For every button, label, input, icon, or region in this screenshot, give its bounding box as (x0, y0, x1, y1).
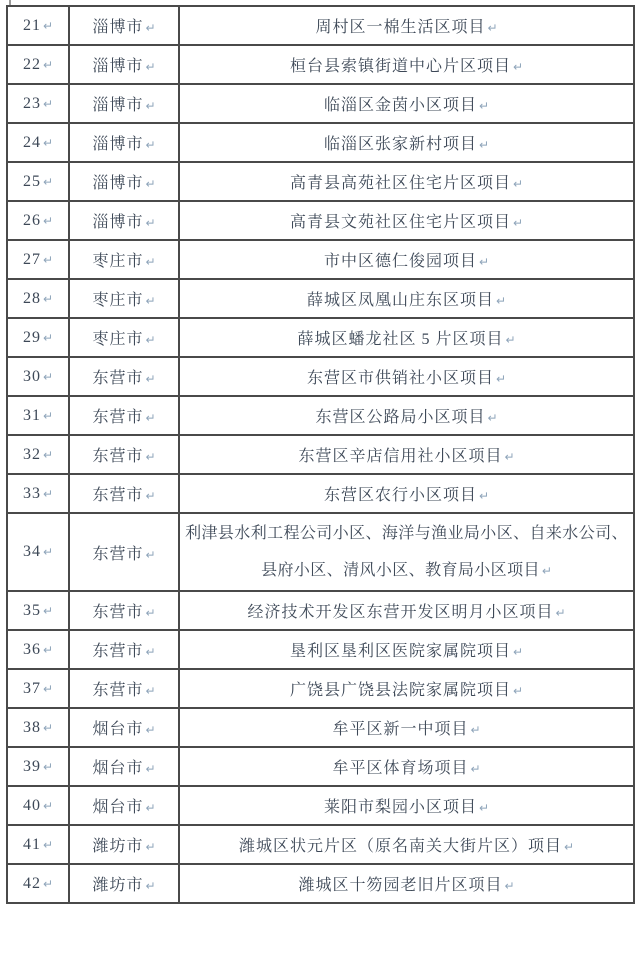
row-number: 23 (22, 94, 41, 112)
project-table (6, 5, 635, 904)
row-number-cell (7, 435, 69, 474)
return-mark-icon: ↵ (42, 96, 54, 111)
city-cell (69, 162, 179, 201)
row-number-cell (7, 669, 69, 708)
return-mark-icon: ↵ (145, 762, 156, 776)
return-mark-icon: ↵ (145, 294, 156, 308)
table-row (7, 123, 634, 162)
return-mark-icon: ↵ (145, 99, 156, 113)
project-cell (179, 201, 634, 240)
row-number-cell (7, 123, 69, 162)
city-name: 淄博市 (92, 136, 144, 153)
table-row (7, 669, 634, 708)
city-cell (69, 474, 179, 513)
return-mark-icon: ↵ (487, 21, 498, 35)
project-cell (179, 747, 634, 786)
project-cell (179, 708, 634, 747)
row-number: 39 (22, 757, 41, 775)
return-mark-icon: ↵ (145, 840, 156, 854)
row-number: 34 (22, 543, 41, 560)
city-name: 淄博市 (92, 19, 144, 36)
row-number: 40 (22, 796, 41, 814)
city-cell (69, 669, 179, 708)
row-number-cell (7, 591, 69, 630)
project-name: 薛城区凤凰山庄东区项目 (306, 292, 494, 309)
row-number: 35 (22, 601, 41, 619)
city-cell (69, 201, 179, 240)
city-name: 东营市 (92, 604, 144, 621)
row-number-cell (7, 45, 69, 84)
project-name: 潍城区状元片区（原名南关大街片区）项目 (238, 838, 562, 855)
row-number-cell (7, 513, 69, 591)
return-mark-icon: ↵ (505, 333, 516, 347)
table-row (7, 240, 634, 279)
return-mark-icon: ↵ (145, 606, 156, 620)
return-mark-icon: ↵ (563, 840, 575, 854)
return-mark-icon: ↵ (478, 99, 490, 113)
row-number: 30 (22, 367, 41, 385)
city-name: 烟台市 (92, 760, 144, 777)
return-mark-icon: ↵ (512, 684, 524, 698)
city-name: 潍坊市 (92, 838, 144, 855)
table-row (7, 162, 634, 201)
row-number: 37 (22, 679, 41, 697)
project-cell (179, 396, 634, 435)
row-number: 27 (22, 250, 41, 268)
table-row (7, 513, 634, 591)
row-number-cell (7, 474, 69, 513)
return-mark-icon: ↵ (487, 411, 498, 425)
city-cell (69, 864, 179, 903)
return-mark-icon: ↵ (42, 252, 54, 267)
return-mark-icon: ↵ (42, 18, 54, 33)
return-mark-icon: ↵ (42, 759, 54, 774)
return-mark-icon: ↵ (42, 330, 54, 345)
row-number-cell (7, 162, 69, 201)
table-row (7, 474, 634, 513)
table-row (7, 435, 634, 474)
row-number: 31 (22, 406, 41, 424)
city-name: 烟台市 (92, 721, 144, 738)
return-mark-icon: ↵ (512, 216, 524, 230)
return-mark-icon: ↵ (42, 798, 54, 813)
return-mark-icon: ↵ (42, 447, 54, 462)
return-mark-icon: ↵ (512, 645, 524, 659)
return-mark-icon: ↵ (470, 762, 481, 776)
city-name: 东营市 (92, 448, 144, 465)
row-number-cell (7, 279, 69, 318)
return-mark-icon: ↵ (42, 681, 54, 696)
row-number: 32 (22, 445, 41, 463)
row-number-cell (7, 630, 69, 669)
city-cell (69, 630, 179, 669)
return-mark-icon: ↵ (145, 723, 156, 737)
return-mark-icon: ↵ (495, 294, 507, 308)
project-cell (179, 474, 634, 513)
project-name: 临淄区张家新村项目 (323, 136, 477, 153)
row-number-cell (7, 201, 69, 240)
return-mark-icon: ↵ (478, 138, 490, 152)
city-name: 东营市 (92, 545, 144, 563)
row-number: 21 (22, 16, 41, 34)
project-cell (179, 318, 634, 357)
row-number-cell (7, 84, 69, 123)
city-cell (69, 123, 179, 162)
project-cell (179, 669, 634, 708)
project-cell (179, 45, 634, 84)
return-mark-icon: ↵ (42, 57, 54, 72)
return-mark-icon: ↵ (145, 801, 156, 815)
return-mark-icon: ↵ (478, 255, 490, 269)
return-mark-icon: ↵ (42, 213, 54, 228)
return-mark-icon: ↵ (504, 450, 515, 464)
project-name: 广饶县广饶县法院家属院项目 (289, 682, 511, 699)
city-cell (69, 240, 179, 279)
project-name: 经济技术开发区东营开发区明月小区项目 (247, 604, 554, 621)
table-row (7, 318, 634, 357)
return-mark-icon: ↵ (42, 369, 54, 384)
city-cell (69, 45, 179, 84)
row-number: 24 (22, 133, 41, 151)
row-number-cell (7, 708, 69, 747)
row-number: 25 (22, 172, 41, 190)
return-mark-icon: ↵ (478, 801, 490, 815)
city-name: 淄博市 (92, 175, 144, 192)
return-mark-icon: ↵ (504, 879, 515, 893)
return-mark-icon: ↵ (42, 291, 54, 306)
row-number: 42 (22, 874, 41, 892)
project-cell (179, 786, 634, 825)
return-mark-icon: ↵ (42, 174, 54, 189)
project-name: 牟平区体育场项目 (332, 760, 469, 777)
table-row (7, 630, 634, 669)
city-cell (69, 279, 179, 318)
project-name: 垦利区垦利区医院家属院项目 (289, 643, 511, 660)
project-name: 临淄区金茵小区项目 (323, 97, 477, 114)
return-mark-icon: ↵ (470, 723, 481, 737)
city-name: 淄博市 (92, 97, 144, 114)
project-name: 桓台县索镇街道中心片区项目 (289, 58, 511, 75)
table-row (7, 708, 634, 747)
project-name: 高青县高苑社区住宅片区项目 (289, 175, 511, 192)
row-number: 29 (22, 328, 41, 346)
return-mark-icon: ↵ (42, 642, 54, 657)
project-name: 东营区公路局小区项目 (315, 409, 486, 426)
project-cell (179, 123, 634, 162)
city-cell (69, 435, 179, 474)
project-cell (179, 6, 634, 45)
project-cell (179, 864, 634, 903)
return-mark-icon: ↵ (145, 21, 156, 35)
row-number: 26 (22, 211, 41, 229)
city-name: 枣庄市 (92, 331, 144, 348)
project-cell (179, 162, 634, 201)
city-cell (69, 396, 179, 435)
city-name: 东营市 (92, 487, 144, 504)
city-name: 东营市 (92, 682, 144, 699)
row-number-cell (7, 240, 69, 279)
return-mark-icon: ↵ (145, 216, 156, 230)
table-row (7, 357, 634, 396)
table-row (7, 864, 634, 903)
project-name: 牟平区新一中项目 (332, 721, 469, 738)
project-cell (179, 513, 634, 591)
row-number: 38 (22, 718, 41, 736)
table-row (7, 201, 634, 240)
project-cell (179, 357, 634, 396)
return-mark-icon: ↵ (42, 876, 54, 891)
project-name: 东营区农行小区项目 (323, 487, 477, 504)
return-mark-icon: ↵ (145, 60, 156, 74)
city-name: 潍坊市 (92, 877, 144, 894)
row-number-cell (7, 786, 69, 825)
city-name: 枣庄市 (92, 292, 144, 309)
table-row (7, 279, 634, 318)
return-mark-icon: ↵ (42, 408, 54, 423)
project-cell (179, 240, 634, 279)
project-cell (179, 630, 634, 669)
return-mark-icon: ↵ (145, 489, 156, 503)
table-row (7, 6, 634, 45)
row-number-cell (7, 357, 69, 396)
return-mark-icon: ↵ (42, 135, 54, 150)
table-row (7, 747, 634, 786)
city-name: 东营市 (92, 409, 144, 426)
table-row (7, 45, 634, 84)
row-number: 28 (22, 289, 41, 307)
return-mark-icon: ↵ (555, 606, 566, 620)
city-cell (69, 6, 179, 45)
return-mark-icon: ↵ (145, 411, 156, 425)
project-name: 莱阳市梨园小区项目 (323, 799, 477, 816)
row-number: 33 (22, 484, 41, 502)
return-mark-icon: ↵ (42, 837, 54, 852)
city-name: 淄博市 (92, 58, 144, 75)
city-cell (69, 84, 179, 123)
project-table-body (7, 6, 634, 903)
project-name: 东营区辛店信用社小区项目 (298, 448, 503, 465)
city-cell (69, 825, 179, 864)
row-number-cell (7, 396, 69, 435)
return-mark-icon: ↵ (541, 563, 552, 578)
return-mark-icon: ↵ (145, 547, 156, 562)
return-mark-icon: ↵ (145, 177, 156, 191)
row-number-cell (7, 747, 69, 786)
return-mark-icon: ↵ (145, 645, 156, 659)
table-row (7, 825, 634, 864)
project-cell (179, 435, 634, 474)
project-name: 薛城区蟠龙社区 5 片区项目 (297, 331, 504, 348)
row-number-cell (7, 864, 69, 903)
project-cell (179, 591, 634, 630)
return-mark-icon: ↵ (495, 372, 507, 386)
table-row (7, 84, 634, 123)
city-cell (69, 318, 179, 357)
project-cell (179, 825, 634, 864)
row-number-cell (7, 6, 69, 45)
project-cell (179, 279, 634, 318)
city-name: 枣庄市 (92, 253, 144, 270)
return-mark-icon: ↵ (145, 255, 156, 269)
row-number: 22 (22, 55, 41, 73)
project-name: 利津县水利工程公司小区、海洋与渔业局小区、自来水公司、县府小区、清风小区、教育局小区项目 (185, 524, 628, 579)
return-mark-icon: ↵ (145, 879, 156, 893)
return-mark-icon: ↵ (42, 720, 54, 735)
return-mark-icon: ↵ (512, 60, 524, 74)
return-mark-icon: ↵ (145, 138, 156, 152)
city-cell (69, 747, 179, 786)
city-cell (69, 357, 179, 396)
project-name: 市中区德仁俊园项目 (323, 253, 477, 270)
return-mark-icon: ↵ (42, 603, 54, 618)
row-number-cell (7, 825, 69, 864)
city-cell (69, 513, 179, 591)
row-number: 36 (22, 640, 41, 658)
city-cell (69, 786, 179, 825)
row-number-cell (7, 318, 69, 357)
project-cell (179, 84, 634, 123)
return-mark-icon: ↵ (512, 177, 524, 191)
return-mark-icon: ↵ (42, 486, 54, 501)
project-name: 高青县文苑社区住宅片区项目 (289, 214, 511, 231)
project-name: 东营区市供销社小区项目 (306, 370, 494, 387)
city-name: 东营市 (92, 643, 144, 660)
return-mark-icon: ↵ (145, 450, 156, 464)
return-mark-icon: ↵ (145, 684, 156, 698)
city-cell (69, 591, 179, 630)
return-mark-icon: ↵ (145, 333, 156, 347)
project-name: 潍城区十笏园老旧片区项目 (298, 877, 503, 894)
return-mark-icon: ↵ (42, 545, 54, 559)
city-name: 淄博市 (92, 214, 144, 231)
table-row (7, 396, 634, 435)
city-name: 东营市 (92, 370, 144, 387)
city-cell (69, 708, 179, 747)
city-name: 烟台市 (92, 799, 144, 816)
return-mark-icon: ↵ (478, 489, 490, 503)
table-row (7, 591, 634, 630)
return-mark-icon: ↵ (145, 372, 156, 386)
row-number: 41 (22, 835, 41, 853)
project-name: 周村区一棉生活区项目 (315, 19, 486, 36)
table-row (7, 786, 634, 825)
